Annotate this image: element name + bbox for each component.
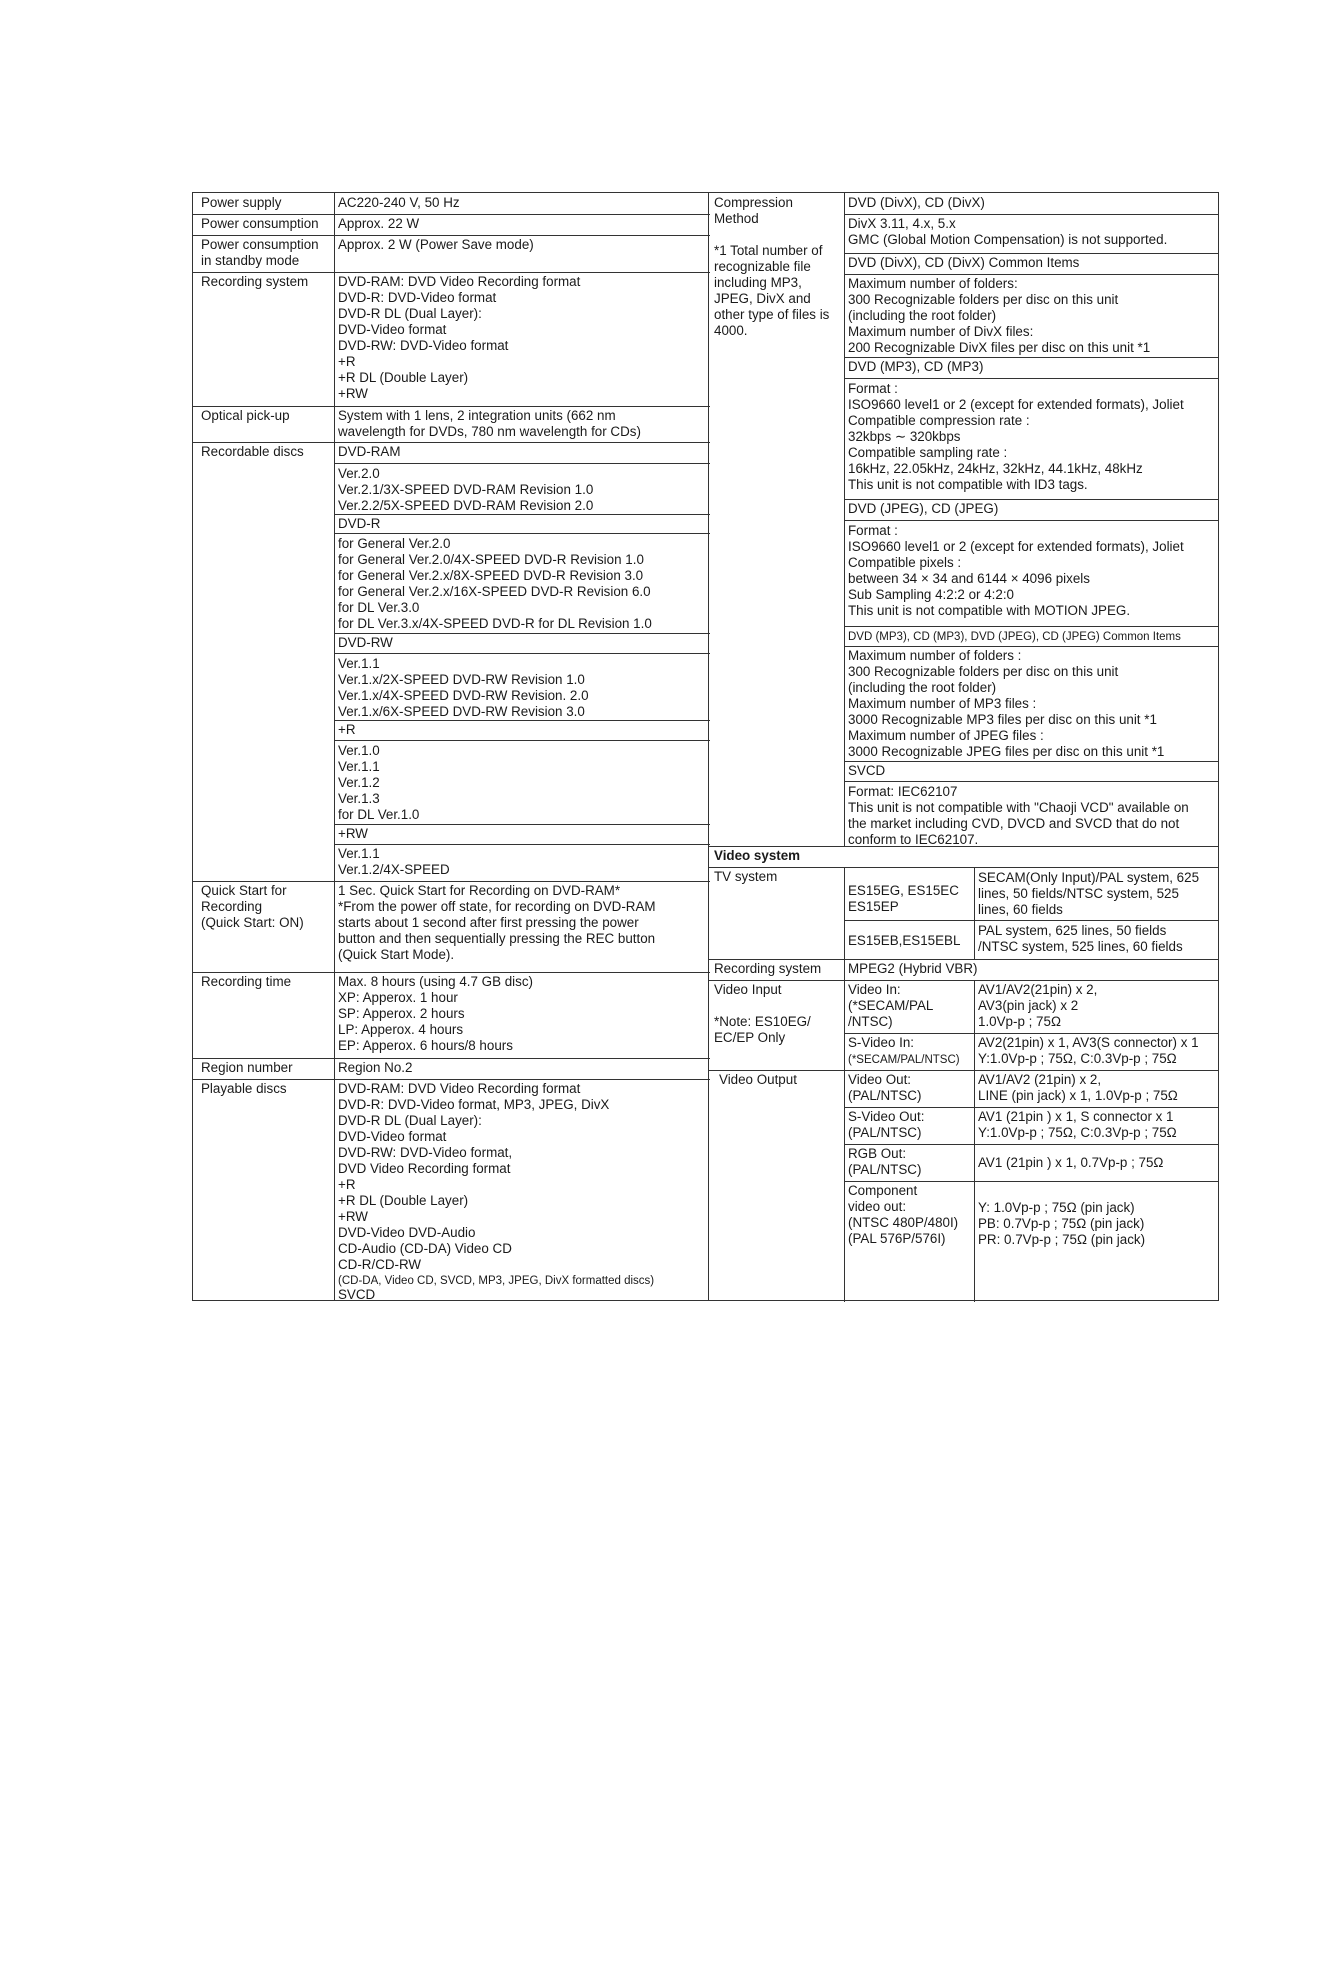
dvdram-heading: DVD-RAM [338,444,401,459]
svcd-info: Format: IEC62107 This unit is not compatible with "Chaoji VCD" available on the market including CVD, DVCD and SVCD that do not conform to IEC62107. [848,784,1189,847]
left-spec-table [192,192,709,1301]
jpeg-heading: DVD (JPEG), CD (JPEG) [848,501,999,516]
svcd-heading: SVCD [848,763,886,778]
plusr-versions: Ver.1.0 Ver.1.1 Ver.1.2 Ver.1.3 for DL Ver.1.0 [338,743,420,822]
compression-label: Compression Method *1 Total number of recognizable file including MP3, JPEG, DivX and other type of files is 4000. [714,195,830,338]
recording-time-label: Recording time [201,974,292,989]
quick-start-value: 1 Sec. Quick Start for Recording on DVD-RAM* *From the power off state, for recording on DVD-RAM starts about 1 second after first pressing the power button and then sequentially pressing the REC button (Quick Start Mode). [338,883,656,962]
divx-info: DivX 3.11, 4.x, 5.x GMC (Global Motion Compensation) is not supported. [848,216,1168,247]
svideo-in-value: AV2(21pin) x 1, AV3(S connector) x 1 Y:1.0Vp-p ; 75Ω, C:0.3Vp-p ; 75Ω [978,1035,1199,1066]
svideo-in-note: (*SECAM/PAL/NTSC) [848,1054,960,1066]
common-info: Maximum number of folders : 300 Recognizable folders per disc on this unit (including the root folder) Maximum number of MP3 files : 3000 Recognizable MP3 files per disc on this unit *1 Maximum number of JPEG files : 3000 Recognizable JPEG files per disc on this unit *1 [848,648,1165,759]
video-in-value: AV1/AV2(21pin) x 2, AV3(pin jack) x 2 1.0Vp-p ; 75Ω [978,982,1098,1029]
tv-value-1: SECAM(Only Input)/PAL system, 625 lines, 50 fields/NTSC system, 525 lines, 60 fields [978,870,1200,917]
recordable-label: Recordable discs [201,444,304,459]
right-spec-table [709,192,1219,1301]
quick-start-label: Quick Start for Recording (Quick Start: ON) [201,883,304,930]
rec-system-label: Recording system [714,961,822,976]
dvdrw-versions: Ver.1.1 Ver.1.x/2X-SPEED DVD-RW Revision 1.0 Ver.1.x/4X-SPEED DVD-RW Revision. 2.0 Ver.1.x/6X-SPEED DVD-RW Revision 3.0 [338,656,589,719]
standby-value: Approx. 2 W (Power Save mode) [338,237,534,252]
tv-value-2: PAL system, 625 lines, 50 fields /NTSC system, 525 lines, 60 fields [978,923,1183,954]
tv-model-1: ES15EG, ES15EC ES15EP [848,883,959,914]
dvdram-versions: Ver.2.0 Ver.2.1/3X-SPEED DVD-RAM Revision 1.0 Ver.2.2/5X-SPEED DVD-RAM Revision 2.0 [338,466,594,513]
divx-heading: DVD (DivX), CD (DivX) [848,195,985,210]
divx-common-heading: DVD (DivX), CD (DivX) Common Items [848,255,1080,270]
recording-time-value: Max. 8 hours (using 4.7 GB disc) XP: Apperox. 1 hour SP: Apperox. 2 hours LP: Apperox. 4 hours EP: Apperox. 6 hours/8 hours [338,974,533,1053]
playable-note: (CD-DA, Video CD, SVCD, MP3, JPEG, DivX formatted discs) [338,1275,655,1287]
power-supply-value: AC220-240 V, 50 Hz [338,195,460,210]
power-consumption-value: Approx. 22 W [338,216,420,231]
mp3-heading: DVD (MP3), CD (MP3) [848,359,984,374]
plusr-heading: +R [338,722,356,737]
common-heading: DVD (MP3), CD (MP3), DVD (JPEG), CD (JPEG) Common Items [848,631,1181,643]
plusrw-versions: Ver.1.1 Ver.1.2/4X-SPEED [338,846,450,877]
rgb-out-value: AV1 (21pin ) x 1, 0.7Vp-p ; 75Ω [978,1155,1164,1170]
svideo-out-value: AV1 (21pin ) x 1, S connector x 1 Y:1.0Vp-p ; 75Ω, C:0.3Vp-p ; 75Ω [978,1109,1177,1140]
recording-system-value: DVD-RAM: DVD Video Recording format DVD-R: DVD-Video format DVD-R DL (Dual Layer): DVD-Video format DVD-RW: DVD-Video format +R +R DL (Double Layer) +RW [338,274,581,401]
dvdr-heading: DVD-R [338,516,381,531]
power-consumption-label: Power consumption [201,216,319,231]
svideo-out-label: S-Video Out: (PAL/NTSC) [848,1109,925,1140]
tv-model-2: ES15EB,ES15EBL [848,933,961,948]
playable-value: DVD-RAM: DVD Video Recording format DVD-R: DVD-Video format, MP3, JPEG, DivX DVD-R DL (Dual Layer): DVD-Video format DVD-RW: DVD-Video format, DVD Video Recording format +R +R DL (Double Layer) +RW DVD-Video DVD-Audio CD-Audio (CD-DA) Video CD CD-R/CD-RW [338,1081,610,1272]
plusrw-heading: +RW [338,826,368,841]
region-label: Region number [201,1060,293,1075]
playable-label: Playable discs [201,1081,287,1096]
component-out-label: Component video out: (NTSC 480P/480I) (PAL 576P/576I) [848,1183,959,1246]
region-value: Region No.2 [338,1060,413,1075]
component-out-value: Y: 1.0Vp-p ; 75Ω (pin jack) PB: 0.7Vp-p ; 75Ω (pin jack) PR: 0.7Vp-p ; 75Ω (pin jack) [978,1200,1146,1247]
video-out-value: AV1/AV2 (21pin) x 2, LINE (pin jack) x 1, 1.0Vp-p ; 75Ω [978,1072,1178,1103]
power-supply-label: Power supply [201,195,282,210]
video-out-label: Video Out: (PAL/NTSC) [848,1072,922,1103]
tv-system-label: TV system [714,869,778,884]
video-in-label: Video In: (*SECAM/PAL /NTSC) [848,982,934,1029]
playable-last: SVCD [338,1287,376,1302]
dvdrw-heading: DVD-RW [338,635,393,650]
rec-system-value: MPEG2 (Hybrid VBR) [848,961,978,976]
video-system-heading: Video system [714,848,801,863]
divx-common-info: Maximum number of folders: 300 Recognizable folders per disc on this unit (including the root folder) Maximum number of DivX files: 200 Recognizable DivX files per disc on this unit *1 [848,276,1151,355]
video-input-label: Video Input *Note: ES10EG/ EC/EP Only [714,982,811,1045]
rgb-out-label: RGB Out: (PAL/NTSC) [848,1146,922,1177]
jpeg-info: Format : ISO9660 level1 or 2 (except for extended formats), Joliet Compatible pixels : between 34 × 34 and 6144 × 4096 pixels Sub Sampling 4:2:2 or 4:2:0 This unit is not compatible with MOTION JPEG. [848,523,1184,618]
svideo-in-label: S-Video In: [848,1035,915,1050]
optical-label: Optical pick-up [201,408,290,423]
mp3-info: Format : ISO9660 level1 or 2 (except for extended formats), Joliet Compatible compression rate : 32kbps ∼ 320kbps Compatible sampling rate : 16kHz, 22.05kHz, 24kHz, 32kHz, 44.1kHz, 48kHz This unit is not compatible with ID3 tags. [848,381,1184,492]
optical-value: System with 1 lens, 2 integration units (662 nm wavelength for DVDs, 780 nm wavelength for CDs) [338,408,641,439]
video-output-label: Video Output [719,1072,797,1087]
recording-system-label: Recording system [201,274,309,289]
dvdr-versions: for General Ver.2.0 for General Ver.2.0/4X-SPEED DVD-R Revision 1.0 for General Ver.2.x/8X-SPEED DVD-R Revision 3.0 for General Ver.2.x/16X-SPEED DVD-R Revision 6.0 for DL Ver.3.0 for DL Ver.3.x/4X-SPEED DVD-R for DL Revision 1.0 [338,536,652,631]
standby-label: Power consumption in standby mode [201,237,319,268]
